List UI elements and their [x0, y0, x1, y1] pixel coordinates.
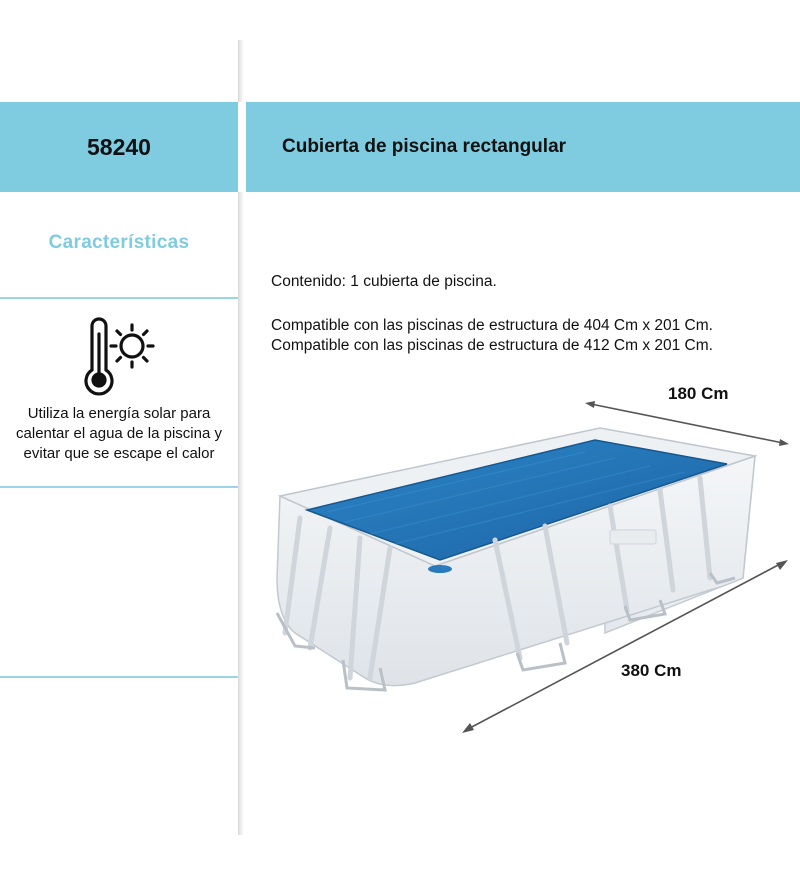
content-line: Contenido: 1 cubierta de piscina.	[271, 273, 497, 290]
length-label: 380 Cm	[621, 661, 682, 680]
band-gap	[238, 102, 246, 192]
product-code: 58240	[87, 133, 151, 160]
compat-line-1: Compatible con las piscinas de estructura de 404 Cm x 201 Cm.	[271, 317, 713, 334]
page-title: Cubierta de piscina rectangular	[282, 136, 567, 157]
sidebar-divider-middle	[0, 486, 238, 488]
thermometer-sun-icon	[78, 314, 160, 396]
sidebar-divider-top	[0, 297, 238, 299]
features-heading: Características	[48, 232, 190, 253]
compat-line-2: Compatible con las piscinas de estructura de 412 Cm x 201 Cm.	[271, 337, 713, 354]
width-dimension-arrow	[585, 398, 790, 448]
feature-description: Utiliza la energía solar para calentar el agua de la piscina y evitar que se escape el calor	[16, 405, 222, 462]
width-label: 180 Cm	[668, 384, 729, 403]
sidebar-divider-bottom	[0, 676, 238, 678]
length-dimension-arrow	[460, 557, 790, 737]
